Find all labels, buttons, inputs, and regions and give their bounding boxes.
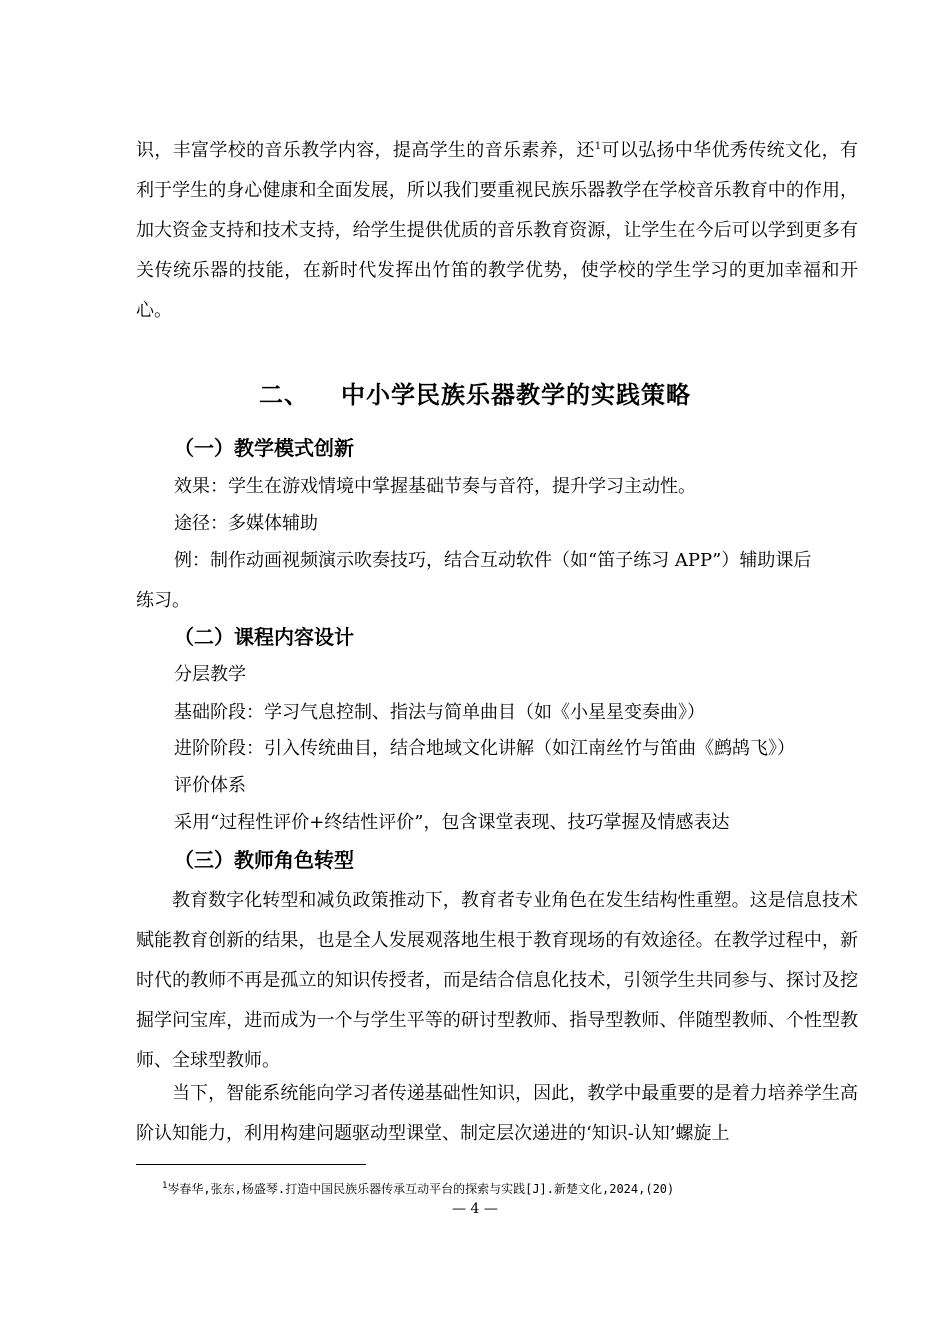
subsection-heading-2: （二）课程内容设计 [174, 625, 354, 649]
intro-text-part2: 可以弘扬中华优秀传统文化，有利于学生的身心健康和全面发展，所以我们要重视民族乐器教学在学校音乐教育中的作用，加大资金支持和技术支持，给学生提供优质的音乐教育资源，让学生在今后可以学到更多有关传统乐器的技能，在新时代发挥出竹笛的教学优势，使学校的学生学习的更加幸福和开心。 [136, 140, 858, 321]
subsection-2-line: 分层教学 [174, 664, 246, 685]
intro-text-part1: 识，丰富学校的音乐教学内容，提高学生的音乐素养，还 [136, 140, 595, 161]
subsection-2-line: 采用“过程性评价+终结性评价”，包含课堂表现、技巧掌握及情感表达 [174, 812, 730, 833]
intro-paragraph [136, 131, 858, 331]
subsection-1-line: 练习。 [136, 590, 190, 611]
subsection-1-line: 例：制作动画视频演示吹奏技巧，结合互动软件（如“笛子练习 APP”）辅助课后 [174, 550, 812, 571]
section-title: 中小学民族乐器教学的实践策略 [341, 381, 691, 409]
footnote-reference[interactable]: 1 [594, 141, 602, 152]
page-number: — 4 — [452, 1201, 498, 1217]
subsection-2-line: 评价体系 [174, 775, 246, 796]
subsection-2-line: 基础阶段：学习气息控制、指法与简单曲目（如《小星星变奏曲》） [174, 702, 705, 723]
subsection-heading-3: （三）教师角色转型 [174, 848, 354, 872]
section-heading [0, 378, 950, 412]
footnote [162, 1181, 674, 1197]
footnote-separator [136, 1164, 366, 1165]
subsection-1-line: 途径：多媒体辅助 [174, 513, 318, 534]
subsection-3-paragraph: 教育数字化转型和减负政策推动下，教育者专业角色在发生结构性重塑。这是信息技术赋能教育创新的结果，也是全人发展观落地生根于教育现场的有效途径。在教学过程中，新时代的教师不再是孤立的知识传授者，而是结合信息化技术，引领学生共同参与、探讨及挖掘学问宝库，进而成为一个与学生平等的研讨型教师、指导型教师、伴随型教师、个性型教师、全球型教师。 [136, 890, 858, 1071]
section-number: 二、 [259, 381, 309, 409]
subsection-2-line: 进阶阶段：引入传统曲目，结合地域文化讲解（如江南丝竹与笛曲《鹧鸪飞》） [174, 738, 795, 759]
subsection-1-line: 效果：学生在游戏情境中掌握基础节奏与音符，提升学习主动性。 [174, 476, 696, 497]
footnote-text: 岑春华,张东,杨盛琴.打造中国民族乐器传承互动平台的探索与实践[J].新楚文化,2024,(20) [167, 1182, 675, 1196]
subsection-heading-1: （一）教学模式创新 [174, 436, 354, 460]
subsection-3-paragraph: 当下，智能系统能向学习者传递基础性知识，因此，教学中最重要的是着力培养学生高阶认知能力，利用构建问题驱动型课堂、制定层次递进的‘知识-认知’螺旋上 [136, 1083, 858, 1144]
footnote-mark: 1 [162, 1181, 168, 1191]
